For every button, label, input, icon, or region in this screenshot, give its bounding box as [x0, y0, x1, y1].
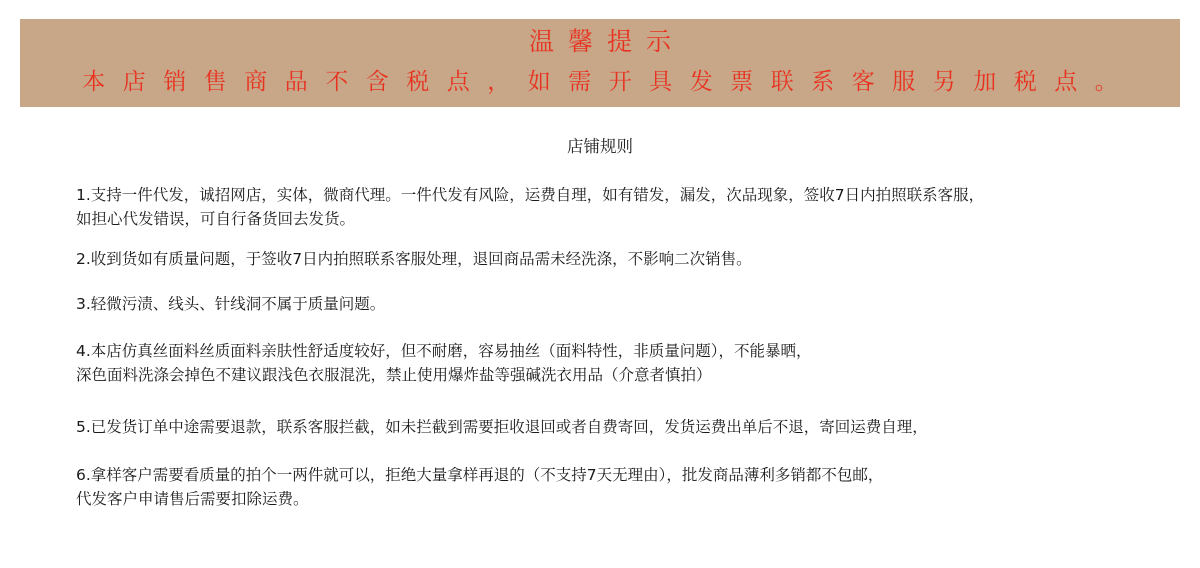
rule-line: 如担心代发错误，可自行备货回去发货。 — [76, 210, 356, 228]
notice-text: 本店销售商品不含税点，如需开具发票联系客服另加税点。 — [82, 69, 1136, 95]
rule-item-4 — [76, 339, 1186, 387]
rule-line: 5.已发货订单中途需要退款，联系客服拦截，如未拦截到需要拒收退回或者自费寄回，发货运费出单后不退，寄回运费自理， — [76, 418, 928, 436]
rule-line: 代发客户申请售后需要扣除运费。 — [76, 490, 309, 508]
notice-banner — [20, 19, 1180, 107]
notice-title: 温馨提示 — [528, 27, 685, 56]
rule-line: 3.轻微污渍、线头、针线洞不属于质量问题。 — [76, 295, 386, 313]
rule-item-1 — [76, 183, 1186, 231]
rule-line: 1.支持一件代发，诚招网店，实体，微商代理。一件代发有风险，运费自理，如有错发，漏发，次品现象，签收7日内拍照联系客服， — [76, 186, 985, 204]
rule-line: 4.本店仿真丝面料丝质面料亲肤性舒适度较好，但不耐磨，容易抽丝（面料特性，非质量问题），不能暴晒， — [76, 342, 812, 360]
rule-item-5 — [76, 415, 1186, 439]
rules-heading: 店铺规则 — [567, 137, 633, 156]
rule-item-2 — [76, 247, 1186, 271]
rule-line: 6.拿样客户需要看质量的拍个一两件就可以，拒绝大量拿样再退的（不支持7天无理由），批发商品薄利多销都不包邮， — [76, 466, 884, 484]
rule-item-3 — [76, 292, 1186, 316]
rule-line: 深色面料洗涤会掉色不建议跟浅色衣服混洗，禁止使用爆炸盐等强碱洗衣用品（介意者慎拍） — [76, 366, 712, 384]
rule-item-6 — [76, 463, 1186, 511]
rule-line: 2.收到货如有质量问题，于签收7日内拍照联系客服处理，退回商品需未经洗涤，不影响二次销售。 — [76, 250, 752, 268]
